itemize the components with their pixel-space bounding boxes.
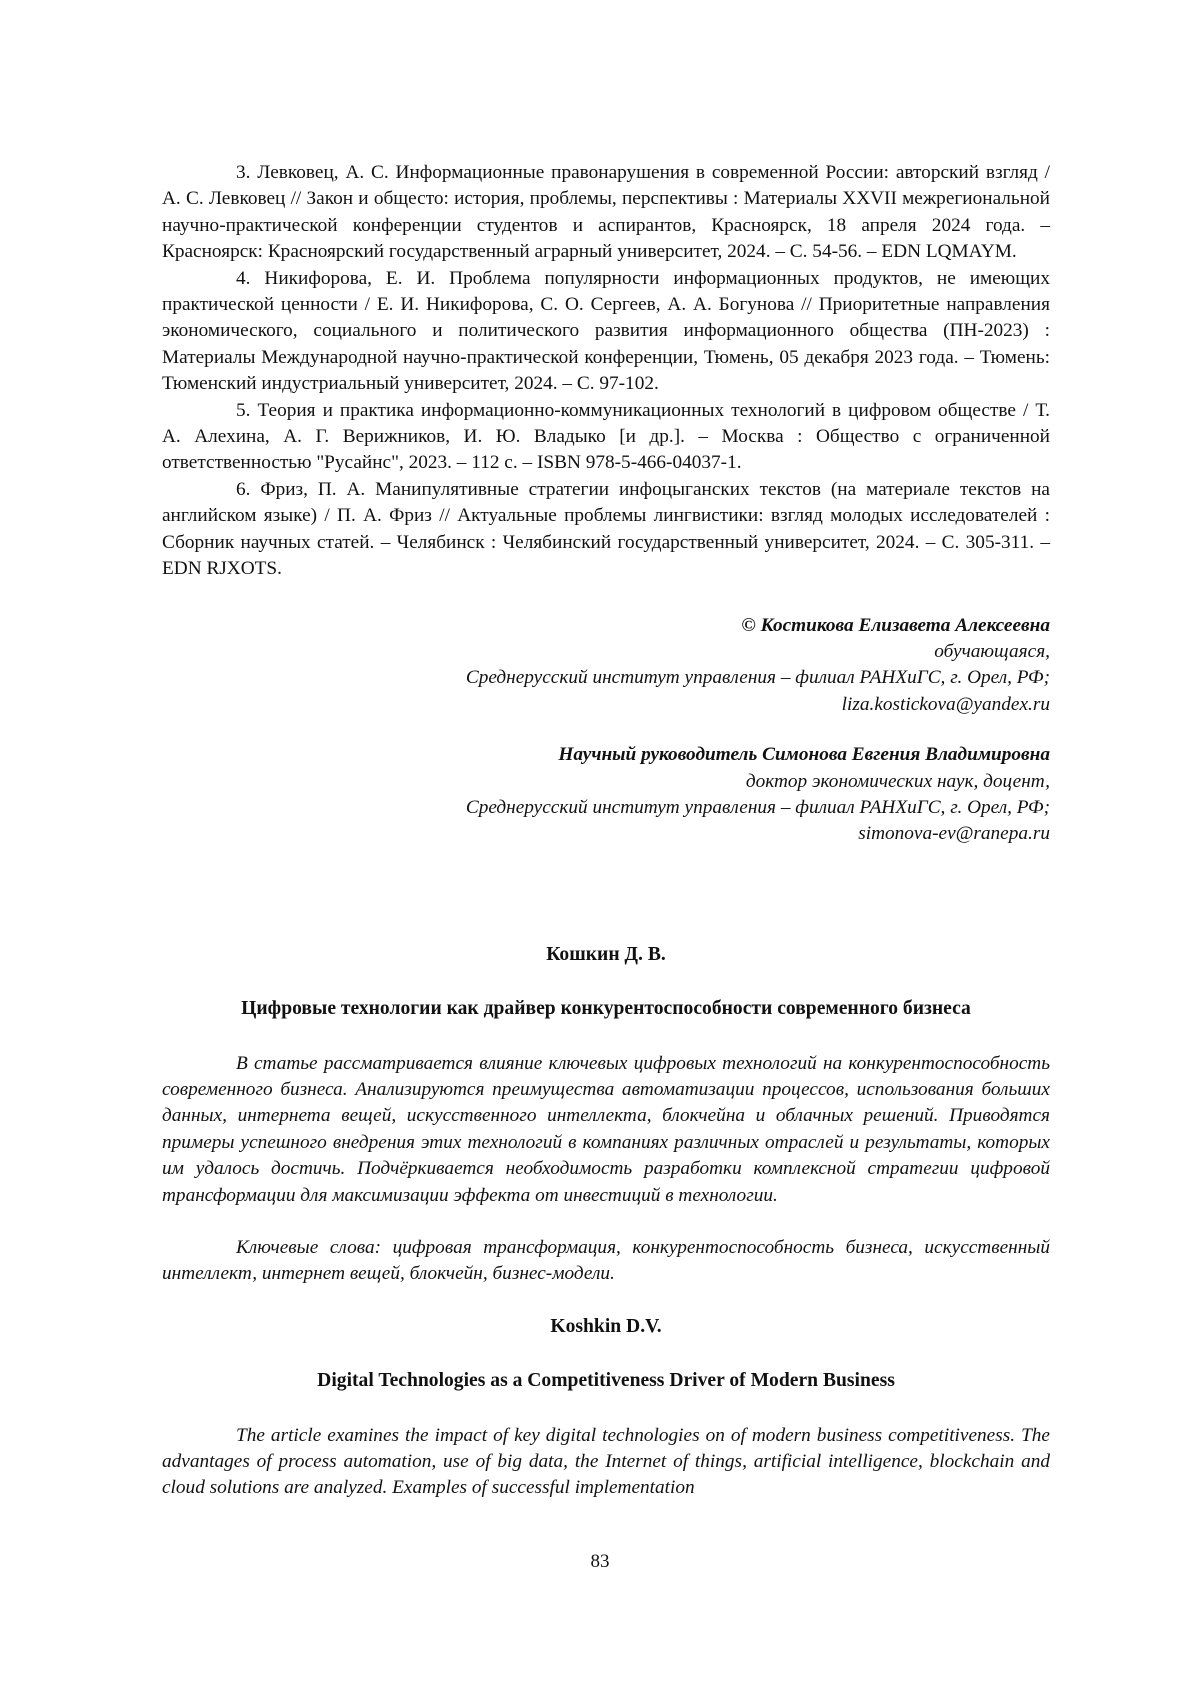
supervisor-block: [162, 742, 1050, 848]
page-number: 83: [0, 1550, 1200, 1574]
author-role: обучающаяся,: [162, 639, 1050, 665]
author-info: [162, 613, 1050, 848]
reference-list: [162, 160, 1050, 583]
reference-item-6: 6. Фриз, П. А. Манипулятивные стратегии инфоцыганских текстов (на материале текстов на английском языке) / П. А. Фриз // Актуальные проблемы лингвистики: взгляд молодых исследователей : Сборник научных статей. – Челябинск : Челябинский государственный университет, 2024. – С. 305-311. – EDN RJXOTS.: [162, 477, 1050, 583]
page-content: [162, 160, 1050, 1502]
reference-item-3: 3. Левковец, А. С. Информационные правонарушения в современной России: авторский взгляд / А. С. Левковец // Закон и общесто: история, проблемы, перспективы : Материалы XXVII межрегиональной научно-практической конференции студентов и аспирантов, Красноярск, 18 апреля 2024 года. – Красноярск: Красноярский государственный аграрный университет, 2024. – С. 54-56. – EDN LQMAYM.: [162, 160, 1050, 266]
article-author-en: Koshkin D.V.: [162, 1314, 1050, 1340]
reference-item-5: 5. Теория и практика информационно-коммуникационных технологий в цифровом обществе / Т. А. Алехина, А. Г. Верижников, И. Ю. Владыко [и др.]. – Москва : Общество с ограниченной ответственностью "Русайнс", 2023. – 112 с. – ISBN 978-5-466-04037-1.: [162, 398, 1050, 477]
reference-item-4: 4. Никифорова, Е. И. Проблема популярности информационных продуктов, не имеющих практической ценности / Е. И. Никифорова, С. О. Сергеев, А. А. Богунова // Приоритетные направления экономического, социального и политического развития информационного общества (ПН-2023) : Материалы Международной научно-практической конференции, Тюмень, 05 декабря 2023 года. – Тюмень: Тюменский индустриальный университет, 2024. – С. 97-102.: [162, 266, 1050, 398]
author-email: liza.kostickova@yandex.ru: [162, 692, 1050, 718]
article-author-ru: Кошкин Д. В.: [162, 942, 1050, 968]
keywords-ru: Ключевые слова: цифровая трансформация, конкурентоспособность бизнеса, искусственный интеллект, интернет вещей, блокчейн, бизнес-модели.: [162, 1235, 1050, 1288]
supervisor-role: доктор экономических наук, доцент,: [162, 769, 1050, 795]
supervisor-email: simonova-ev@ranepa.ru: [162, 821, 1050, 847]
author-name: © Костикова Елизавета Алексеевна: [162, 613, 1050, 639]
supervisor-affiliation: Среднерусский институт управления – филиал РАНХиГС, г. Орел, РФ;: [162, 795, 1050, 821]
document-page: [0, 0, 1200, 1698]
article-title-en: Digital Technologies as a Competitiveness Driver of Modern Business: [162, 1368, 1050, 1394]
abstract-en: The article examines the impact of key digital technologies on of modern business competitiveness. The advantages of process automation, use of big data, the Internet of things, artificial intelligence, blockchain and cloud solutions are analyzed. Examples of successful implementation: [162, 1423, 1050, 1502]
article-title-ru: Цифровые технологии как драйвер конкурентоспособности современного бизнеса: [162, 996, 1050, 1022]
author-block: [162, 613, 1050, 719]
author-affiliation: Среднерусский институт управления – филиал РАНХиГС, г. Орел, РФ;: [162, 665, 1050, 691]
supervisor-name: Научный руководитель Симонова Евгения Владимировна: [162, 742, 1050, 768]
abstract-ru: В статье рассматривается влияние ключевых цифровых технологий на конкурентоспособность современного бизнеса. Анализируются преимущества автоматизации процессов, использования больших данных, интернета вещей, искусственного интеллекта, блокчейна и облачных решений. Приводятся примеры успешного внедрения этих технологий в компаниях различных отраслей и результаты, которых им удалось достичь. Подчёркивается необходимость разработки комплексной стратегии цифровой трансформации для максимизации эффекта от инвестиций в технологии.: [162, 1051, 1050, 1209]
